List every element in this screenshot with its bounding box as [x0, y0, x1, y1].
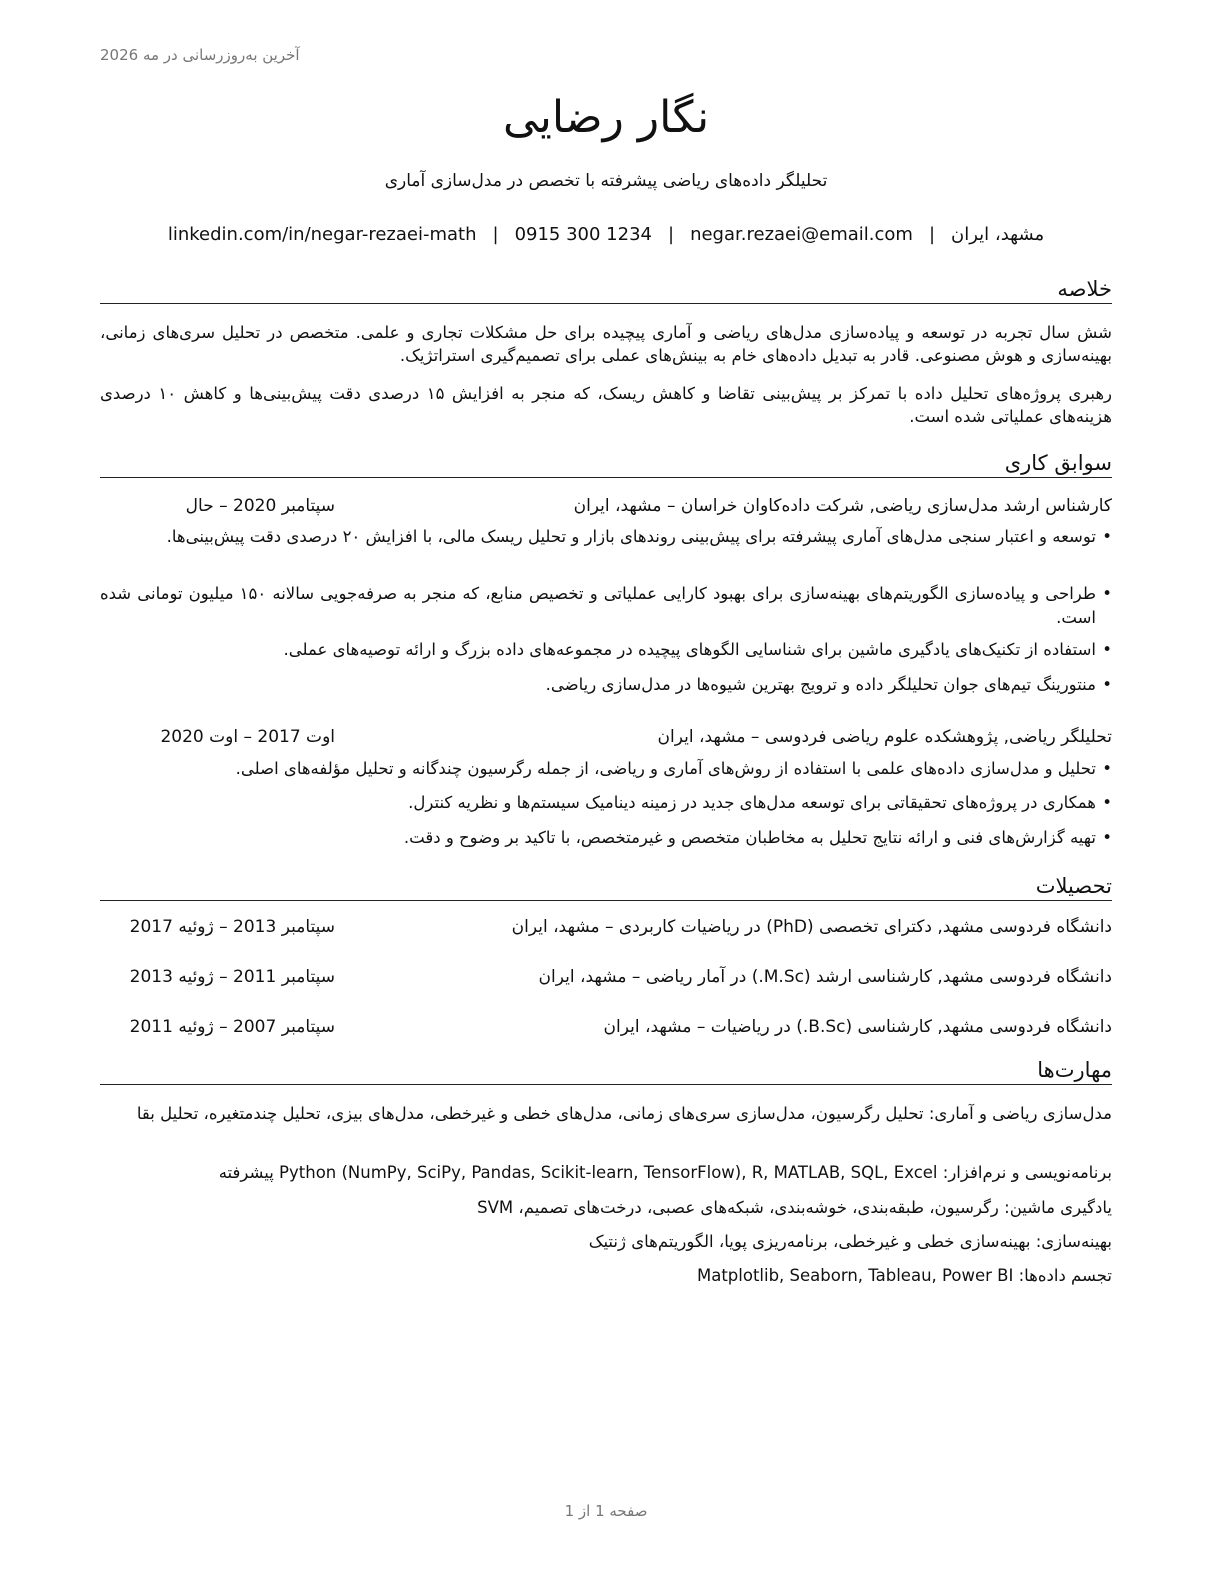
job-bullet: • همکاری در پروژه‌های تحقیقاتی برای توسعه مدل‌های جدید در زمینه دینامیک سیستم‌ها و نظریه کنترل. — [100, 791, 1112, 815]
skill-line: مدل‌سازی ریاضی و آماری: تحلیل رگرسیون، مدل‌سازی سری‌های زمانی، مدل‌های خطی و غیرخطی، مدل‌های بیزی، تحلیل چندمتغیره، تحلیل بقا — [136, 1104, 1112, 1123]
bullet-icon: • — [1102, 828, 1112, 847]
job-dates: سپتامبر 2020 – حال — [185, 496, 335, 516]
resume-page — [100, 0, 1112, 1584]
job-dates: اوت 2017 – اوت 2020 — [160, 727, 335, 747]
education-dates: سپتامبر 2007 – ژوئیه 2011 — [129, 1017, 335, 1037]
candidate-title: تحلیلگر داده‌های ریاضی پیشرفته با تخصص در مدل‌سازی آماری — [384, 171, 828, 191]
job-title-org: کارشناس ارشد مدل‌سازی ریاضی, شرکت داده‌کاوان خراسان – مشهد، ایران — [573, 496, 1112, 516]
contact-location: مشهد، ایران — [951, 224, 1045, 245]
bullet-icon: • — [1102, 584, 1112, 603]
page-number: صفحه 1 از 1 — [564, 1502, 648, 1520]
bullet-icon: • — [1102, 527, 1112, 546]
job-bullet: • تهیه گزارش‌های فنی و ارائه نتایج تحلیل به مخاطبان متخصص و غیرمتخصص، با تاکید بر وضوح و دقت. — [100, 826, 1112, 850]
job-bullet: • منتورینگ تیم‌های جوان تحلیلگر داده و ترویج بهترین شیوه‌ها در مدل‌سازی ریاضی. — [100, 673, 1112, 697]
education-dates: سپتامبر 2011 – ژوئیه 2013 — [129, 967, 335, 987]
job-bullet: • توسعه و اعتبار سنجی مدل‌های آماری پیشرفته برای پیش‌بینی روندهای بازار و تحلیل ریسک مالی، با افزایش ۲۰ درصدی دقت پیش‌بینی‌ها. — [100, 525, 1112, 549]
job-bullet: • طراحی و پیاده‌سازی الگوریتم‌های بهینه‌سازی برای بهبود کارایی عملیاتی و تخصیص منابع، که منجر به صرفه‌جویی سالانه ۱۵۰ میلیون تومانی شده است. — [100, 582, 1112, 630]
contact-linkedin[interactable]: linkedin.com/in/negar-rezaei-math — [167, 224, 477, 245]
summary-paragraph: شش سال تجربه در توسعه و پیاده‌سازی مدل‌های ریاضی و آماری پیچیده برای حل مشکلات تجاری و علمی. متخصص در تحلیل سری‌های زمانی، بهینه‌سازی و هوش مصنوعی. قادر به تبدیل داده‌های خام به بینش‌های عملی برای تصمیم‌گیری استراتژیک. — [100, 323, 1112, 365]
contact-line — [100, 224, 1112, 245]
bullet-icon: • — [1102, 675, 1112, 694]
job-bullet: • تحلیل و مدل‌سازی داده‌های علمی با استفاده از روش‌های آماری و ریاضی، از جمله رگرسیون چندگانه و تحلیل مؤلفه‌های اصلی. — [100, 757, 1112, 781]
job-bullet: • استفاده از تکنیک‌های یادگیری ماشین برای شناسایی الگوهای پیچیده در مجموعه‌های داده بزرگ و ارائه توصیه‌های عملی. — [100, 638, 1112, 662]
contact-email[interactable]: negar.rezaei@email.com — [690, 224, 913, 245]
contact-separator: | — [668, 224, 675, 245]
summary-heading: خلاصه — [100, 276, 1112, 304]
skill-line: بهینه‌سازی: بهینه‌سازی خطی و غیرخطی، برنامه‌ریزی پویا، الگوریتم‌های ژنتیک — [588, 1232, 1112, 1251]
education-degree: دانشگاه فردوسی مشهد, کارشناسی ارشد (M.Sc.) در آمار ریاضی – مشهد، ایران — [538, 967, 1112, 987]
skills-heading: مهارت‌ها — [100, 1057, 1112, 1085]
education-degree: دانشگاه فردوسی مشهد, دکترای تخصصی (PhD) در ریاضیات کاربردی – مشهد، ایران — [511, 917, 1112, 937]
skill-line: یادگیری ماشین: رگرسیون، طبقه‌بندی، خوشه‌بندی، شبکه‌های عصبی، درخت‌های تصمیم، SVM — [477, 1198, 1112, 1217]
bullet-icon: • — [1102, 793, 1112, 812]
education-degree: دانشگاه فردوسی مشهد, کارشناسی (B.Sc.) در ریاضیات – مشهد، ایران — [603, 1017, 1112, 1037]
last-updated-note: آخرین به‌روزرسانی در مه 2026 — [100, 46, 300, 64]
skill-line: برنامه‌نویسی و نرم‌افزار: Python (NumPy, SciPy, Pandas, Scikit-learn, TensorFlow), R, MATLAB, SQL, Excel پیشرفته — [218, 1163, 1112, 1182]
bullet-icon: • — [1102, 759, 1112, 778]
candidate-name: نگار رضایی — [502, 92, 710, 143]
contact-separator: | — [492, 224, 499, 245]
contact-phone: 0915 300 1234 — [514, 224, 652, 245]
education-dates: سپتامبر 2013 – ژوئیه 2017 — [129, 917, 335, 937]
job-title-org: تحلیلگر ریاضی, پژوهشکده علوم ریاضی فردوسی – مشهد، ایران — [657, 727, 1112, 747]
summary-paragraph: رهبری پروژه‌های تحلیل داده با تمرکز بر پیش‌بینی تقاضا و کاهش ریسک، که منجر به افزایش ۱۵ درصدی دقت پیش‌بینی‌ها و کاهش ۱۰ درصدی هزینه‌های عملیاتی شده است. — [100, 384, 1112, 426]
education-heading: تحصیلات — [100, 873, 1112, 901]
contact-separator: | — [928, 224, 936, 245]
experience-heading: سوابق کاری — [100, 450, 1112, 478]
bullet-icon: • — [1102, 640, 1112, 659]
skill-line: تجسم داده‌ها: Matplotlib, Seaborn, Tableau, Power BI — [696, 1266, 1112, 1285]
